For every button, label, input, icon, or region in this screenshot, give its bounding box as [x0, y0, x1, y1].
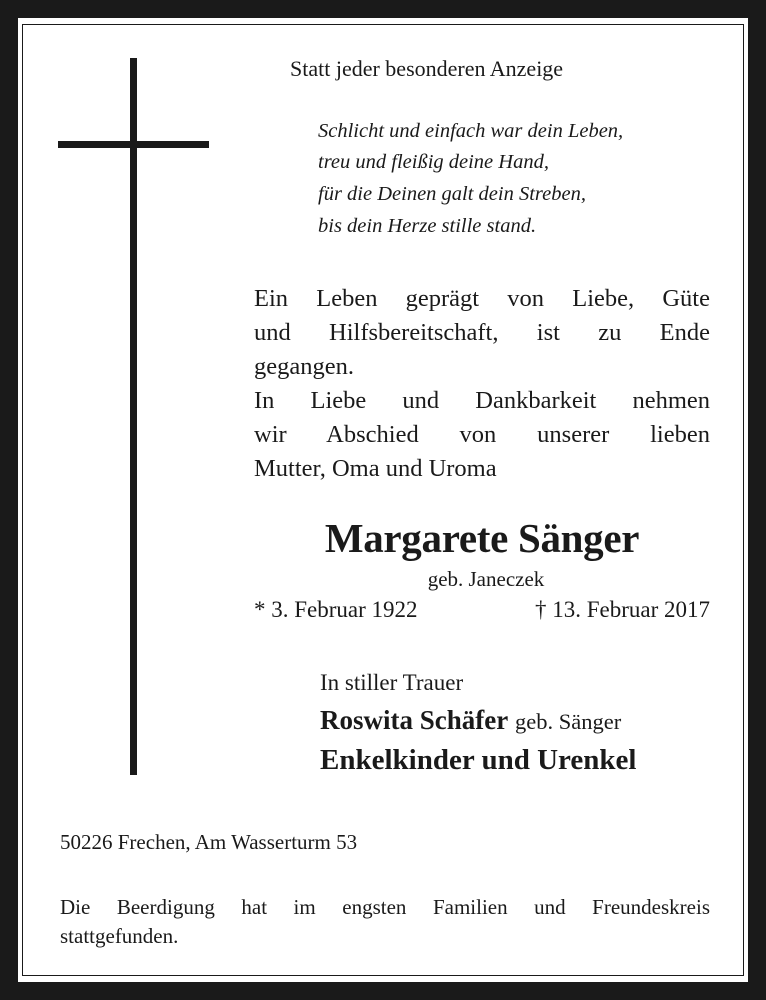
- birth-date: * 3. Februar 1922: [254, 597, 418, 622]
- funeral-note-line: stattgefunden.: [60, 924, 179, 948]
- death-date: † 13. Februar 2017: [534, 597, 710, 622]
- deceased-birth-name: geb. Janeczek: [427, 567, 545, 591]
- mourner-birth-name: geb. Sänger: [514, 709, 622, 734]
- body-text-line: gegangen.: [254, 353, 354, 380]
- mourner-group: Enkelkinder und Urenkel: [320, 744, 637, 776]
- notice-heading: Statt jeder besonderen Anzeige: [290, 56, 564, 81]
- body-text-line: In Liebe und Dankbarkeit nehmen: [254, 387, 710, 414]
- body-text-line: wir Abschied von unserer lieben: [254, 421, 710, 448]
- body-text-line: Ein Leben geprägt von Liebe, Güte: [254, 285, 710, 312]
- body-text-line: und Hilfsbereitschaft, ist zu Ende: [254, 319, 710, 346]
- address: 50226 Frechen, Am Wasserturm 53: [60, 830, 358, 854]
- life-dates: [254, 597, 710, 623]
- mourning-phrase: In stiller Trauer: [320, 670, 464, 695]
- funeral-note-line: Die Beerdigung hat im engsten Familien und Freundeskreis: [60, 895, 710, 919]
- cross-horizontal-bar: [58, 141, 209, 148]
- deceased-name: Margarete Sänger: [324, 515, 640, 561]
- poem-line: für die Deinen galt dein Streben,: [318, 183, 586, 205]
- body-text-line: Mutter, Oma und Uroma: [254, 455, 497, 482]
- mourner-name: Roswita Schäfer: [320, 705, 509, 735]
- cross-vertical-bar: [130, 58, 137, 775]
- poem-line: bis dein Herze stille stand.: [318, 215, 537, 237]
- poem-line: treu und fleißig deine Hand,: [318, 151, 549, 173]
- poem-line: Schlicht und einfach war dein Leben,: [318, 120, 624, 142]
- mourner-line: [320, 705, 621, 736]
